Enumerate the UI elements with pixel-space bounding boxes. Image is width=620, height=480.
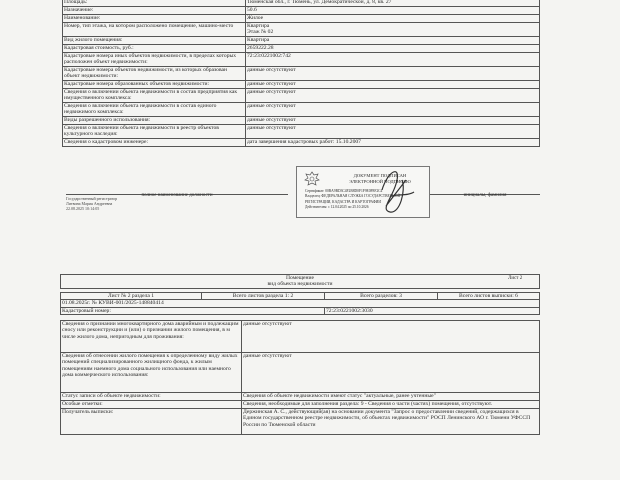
t1-label: Виды разрешенного использования: [63, 117, 246, 125]
t1-label: Кадастровая стоимость, руб.: [63, 45, 246, 53]
t1-row [63, 81, 540, 89]
t1-label: Назначение: [63, 7, 246, 15]
t1-value: Квартира Этаж № 02 [246, 23, 540, 37]
t1-value: Тюменская обл., г. Тюмень, ул. Демократической, д. 8, кв. 27 [246, 0, 540, 7]
cadastral-number-label: Кадастровый номер: [61, 307, 325, 314]
t1-row [63, 89, 540, 103]
t1-row [63, 117, 540, 125]
stamp-title2: ЭЛЕКТРОННОЙ ПОДПИСЬЮ [349, 178, 411, 184]
t1-label: Кадастровые номера иных объектов недвижимости, в пределах которых расположен объект недвижимости: [63, 53, 246, 67]
t1-value: данные отсутствуют [246, 117, 540, 125]
registrar-name: Литвина Мария Андреевна [66, 201, 113, 206]
name-caption: инициалы, фамилия [463, 193, 507, 198]
t1-label: Сведения о кадастровом инженере: [63, 139, 246, 147]
t2-row [61, 393, 540, 401]
t2-label: Сведения об отнесении жилого помещения к определенному виду жилых помещений специализированного жилищного фонда, к жилым помещениям наемного дома социального использования или наемного дома коммерческого использования: [61, 353, 242, 393]
t1-label: Наименование: [63, 15, 246, 23]
t1-label: Сведения о включении объекта недвижимости в реестр объектов культурного наследия: [63, 125, 246, 139]
t1-value: данные отсутствуют [246, 125, 540, 139]
stamp-valid: Действителен: с 12.04.2025 по 25.10.2026 [305, 205, 369, 210]
t1-value: Жилое [246, 15, 540, 23]
t1-row [63, 45, 540, 53]
t2-value: Держинская А. С., действующий(ая) на основании документа "Запрос о предоставлении сведений, содержащихся в Едином государственном реестре недвижимости, об объектах недвижимости" РОСП Ленинского АО г. Тюмени УФССП России по Тюменской области [242, 409, 540, 435]
t1-label: Сведения о включении объекта недвижимости в состав единого недвижимого комплекса: [63, 103, 246, 117]
t1-value: 2659222.28 [246, 45, 540, 53]
t1-value: данные отсутствуют [246, 103, 540, 117]
registrar-info [66, 196, 146, 211]
sheet-number: Лист № 2 раздела 1 [61, 293, 202, 300]
t2-label: Особые отметки: [61, 401, 242, 409]
t1-label: Номер, тип этажа, на котором расположено помещение, машино-место [63, 23, 246, 37]
cadastral-number-value: 72:23:0221002:3030 [325, 307, 540, 314]
t1-row [63, 53, 540, 67]
t1-row [63, 103, 540, 117]
t2-value: Сведения об объекте недвижимости имеют статус "актуальные, ранее учтенные" [242, 393, 540, 401]
property-details-table [62, 0, 540, 147]
t1-row [63, 7, 540, 15]
position-caption: полное наименование должности [141, 193, 213, 198]
t2-row [61, 409, 540, 435]
stamp-owner: Владелец: ФЕДЕРАЛЬНАЯ СЛУЖБА ГОСУДАРСТВЕННОЙ [305, 194, 401, 199]
t1-row [63, 67, 540, 81]
emblem-icon [303, 171, 321, 187]
t1-row [63, 23, 540, 37]
t1-label: Сведения о включении объекта недвижимости в состав предприятия как имущественного комплекса: [63, 89, 246, 103]
t2-value: данные отсутствуют [242, 353, 540, 393]
t1-label: Площадь: [63, 0, 246, 7]
sheet2-info-table [60, 292, 540, 315]
stamp-certificate: Сертификат: 00BA9BD3C4F2B8D0F1F9E0F8F2C4 [305, 189, 383, 193]
t2-row [61, 401, 540, 409]
stamp-owner-cont: РЕГИСТРАЦИИ, КАДАСТРА И КАРТОГРАФИИ [305, 199, 381, 204]
t1-value: данные отсутствуют [246, 67, 540, 81]
sheet2-details-table [60, 320, 540, 435]
t2-value: Сведения, необходимые для заполнения раздела: 9 - Сведения о части (частях) помещения, отсутствуют. [242, 401, 540, 409]
t1-row [63, 125, 540, 139]
t2-label: Сведения о признании многоквартирного дома аварийным и подлежащим сносу или реконструкции и (или) о признании жилого помещения, в м числе жилого дома, непригодным для проживания: [61, 321, 242, 353]
object-type-value: Помещение [61, 275, 540, 282]
handwritten-signature [362, 150, 422, 230]
t2-label: Получатель выписки: [61, 409, 242, 435]
sheets-in-section: Всего листов раздела 1: 2 [202, 293, 325, 300]
sheets-total: Всего листов выписки: 6 [438, 293, 540, 300]
t2-value: данные отсутствуют [242, 321, 540, 353]
extract-date-number: 01.08.2025г. № КУВИ-001/2025-148840414 [61, 300, 540, 307]
t1-value: 72:23:0221002:742 [246, 53, 540, 67]
t1-label: Вид жилого помещения: [63, 37, 246, 45]
t1-label: Кадастровые номера объектов недвижимости, из которых образован объект недвижимости: [63, 67, 246, 81]
t1-value: 50.6 [246, 7, 540, 15]
stamp-title1: ДОКУМЕНТ ПОДПИСАН [353, 173, 407, 178]
t2-row [61, 321, 540, 353]
t1-label: Кадастровые номера образованных объектов недвижимости: [63, 81, 246, 89]
t1-row [63, 15, 540, 23]
t1-value: дата завершения кадастровых работ: 15.10.2007 [246, 139, 540, 147]
t1-value: данные отсутствуют [246, 89, 540, 103]
registrar-date: 22.08.2025 10:14:05 [66, 206, 100, 211]
t2-row [61, 353, 540, 393]
registrar-title: Государственный регистратор [66, 196, 118, 201]
t2-label: Статус записи об объекте недвижимости: [61, 393, 242, 401]
sections-total: Всего разделов: 3 [325, 293, 438, 300]
t1-row [63, 37, 540, 45]
sheet-label: Лист 2 [508, 276, 523, 281]
sheet2-header [60, 274, 540, 289]
t1-row [63, 139, 540, 147]
t1-value: данные отсутствуют [246, 81, 540, 89]
t1-value: Квартира [246, 37, 540, 45]
object-type-caption: вид объекта недвижимости [61, 281, 540, 288]
